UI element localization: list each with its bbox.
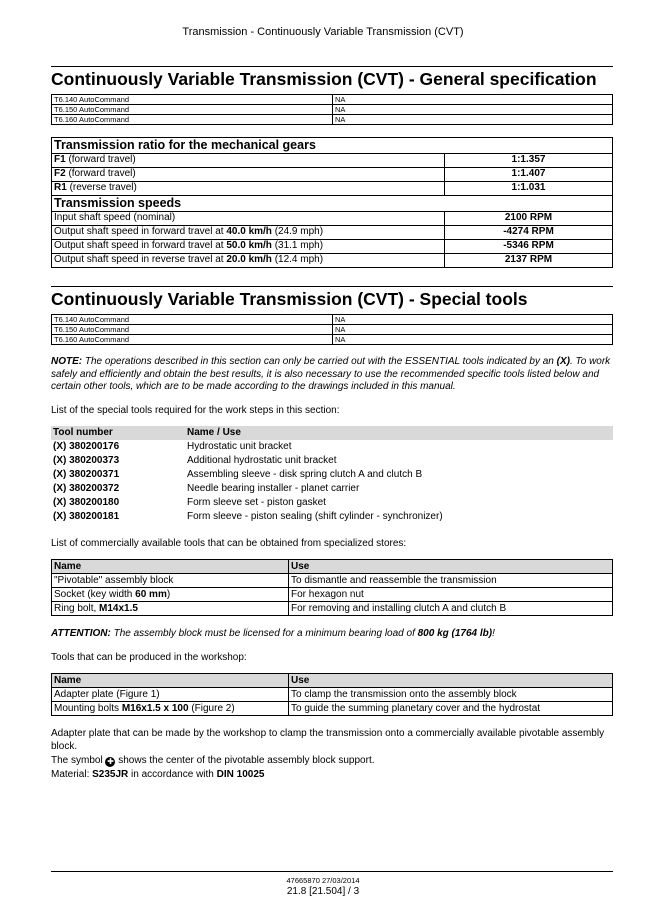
speed-text: Input shaft speed (nominal)	[54, 212, 176, 224]
workshop-tools-intro: Tools that can be produced in the workshop:	[51, 652, 247, 663]
tool-text: "Pivotable" assembly block	[54, 575, 174, 586]
speed-value: -5346 RPM	[445, 240, 613, 254]
tool-name: Form sleeve - piston sealing (shift cylinder - synchronizer)	[187, 511, 443, 522]
note-paragraph	[51, 356, 615, 394]
ratio-label	[52, 182, 445, 196]
name-header: Name	[52, 560, 289, 574]
workshop-tool-use: To clamp the transmission onto the assembly block	[289, 688, 613, 702]
special-tools-intro: List of the special tools required for the work steps in this section:	[51, 405, 340, 416]
workshop-header-row	[52, 674, 613, 688]
model-row	[52, 115, 613, 125]
speed-label	[52, 226, 445, 240]
special-model-table	[51, 314, 613, 345]
speed-kmh: 20.0 km/h	[226, 254, 272, 266]
use-header: Use	[289, 560, 613, 574]
symbol-text: The symbol	[51, 755, 106, 766]
page-reference: 21.8 [21.504] / 3	[286, 886, 360, 897]
general-model-table	[51, 94, 613, 125]
table-row	[52, 688, 613, 702]
table-row	[52, 588, 613, 602]
attention-load: 800 kg (1764 lb)	[417, 628, 493, 639]
speed-text: Output shaft speed in forward travel at	[54, 240, 227, 252]
commercial-tool-name	[52, 588, 289, 602]
speed-value: 2137 RPM	[445, 254, 613, 268]
speed-row	[52, 240, 613, 254]
table-row	[51, 468, 613, 482]
speed-value: -4274 RPM	[445, 226, 613, 240]
commercial-tool-use: To dismantle and reassemble the transmission	[289, 574, 613, 588]
commercial-tool-use: For hexagon nut	[289, 588, 613, 602]
speed-text: Output shaft speed in forward travel at	[54, 226, 227, 238]
ratio-row	[52, 168, 613, 182]
table-row	[51, 482, 613, 496]
tool-number: (X) 380200372	[53, 483, 120, 494]
section-rule	[51, 286, 613, 287]
table-row	[51, 440, 613, 454]
ratio-heading: Transmission ratio for the mechanical gears	[52, 138, 613, 154]
note-label: NOTE:	[51, 356, 83, 367]
workshop-tools-table	[51, 673, 613, 716]
workshop-tool-name	[52, 702, 289, 716]
note-x: (X)	[556, 356, 570, 367]
attention-text: The assembly block must be licensed for a minimum bearing load of	[110, 628, 418, 639]
symbol-paragraph	[51, 755, 615, 768]
tool-text: Adapter plate (Figure 1)	[54, 689, 160, 700]
material-standard: DIN 10025	[216, 769, 265, 780]
ratio-value: 1:1.407	[445, 168, 613, 182]
tool-name: Needle bearing installer - planet carrier	[187, 483, 360, 494]
tool-number: (X) 380200373	[53, 455, 120, 466]
speed-mph: (24.9 mph)	[271, 226, 324, 238]
speed-row	[52, 212, 613, 226]
speed-label	[52, 254, 445, 268]
speed-mph: (12.4 mph)	[271, 254, 324, 266]
ratio-label	[52, 154, 445, 168]
attention-text: !	[492, 628, 495, 639]
model-row	[52, 325, 613, 335]
model-row	[52, 335, 613, 345]
speed-kmh: 50.0 km/h	[226, 240, 272, 252]
commercial-tool-name	[52, 574, 289, 588]
material-grade: S235JR	[92, 769, 129, 780]
gear-desc: (reverse travel)	[66, 182, 137, 194]
adapter-plate-paragraph: Adapter plate that can be made by the workshop to clamp the transmission onto a commercially available pivotable assembly block.	[51, 728, 605, 752]
running-title: Transmission - Continuously Variable Transmission (CVT)	[182, 26, 464, 38]
model-name: T6.140 AutoCommand	[52, 315, 333, 325]
ratio-value: 1:1.357	[445, 154, 613, 168]
commercial-tools-intro: List of commercially available tools that can be obtained from specialized stores:	[51, 538, 407, 549]
ratio-label	[52, 168, 445, 182]
tool-text: (Figure 2)	[188, 703, 235, 714]
tool-size: 60 mm	[135, 589, 167, 600]
table-row	[52, 574, 613, 588]
model-row	[52, 105, 613, 115]
name-header: Name	[52, 674, 289, 688]
ratio-row	[52, 182, 613, 196]
tools-header-row	[51, 426, 613, 440]
tool-number: (X) 380200371	[53, 469, 120, 480]
section-rule	[51, 66, 613, 67]
model-value: NA	[333, 335, 613, 345]
attention-label: ATTENTION:	[51, 628, 111, 639]
model-name: T6.150 AutoCommand	[52, 105, 333, 115]
tool-name-header: Name / Use	[185, 426, 613, 440]
attention-paragraph	[51, 628, 615, 641]
table-row	[52, 702, 613, 716]
model-value: NA	[333, 315, 613, 325]
special-tools-heading: Continuously Variable Transmission (CVT) - Special tools	[51, 289, 528, 309]
speed-text: Output shaft speed in reverse travel at	[54, 254, 227, 266]
model-row	[52, 95, 613, 105]
tool-name: Hydrostatic unit bracket	[187, 441, 292, 452]
tool-name: Additional hydrostatic unit bracket	[187, 455, 337, 466]
speed-kmh: 40.0 km/h	[226, 226, 272, 238]
footer-rule	[51, 871, 613, 872]
model-name: T6.160 AutoCommand	[52, 115, 333, 125]
workshop-tool-use: To guide the summing planetary cover and the hydrostat	[289, 702, 613, 716]
model-name: T6.160 AutoCommand	[52, 335, 333, 345]
commercial-tool-name	[52, 602, 289, 616]
model-value: NA	[333, 325, 613, 335]
speed-row	[52, 254, 613, 268]
gear-code: F1	[54, 154, 66, 166]
symbol-text: shows the center of the pivotable assembly block support.	[115, 755, 375, 766]
tool-number: (X) 380200181	[53, 511, 120, 522]
tool-text: Mounting bolts	[54, 703, 122, 714]
tool-number-header: Tool number	[51, 426, 185, 440]
model-value: NA	[333, 95, 613, 105]
gear-desc: (forward travel)	[65, 168, 136, 180]
commercial-header-row	[52, 560, 613, 574]
model-value: NA	[333, 115, 613, 125]
ratio-value: 1:1.031	[445, 182, 613, 196]
special-tools-table	[51, 426, 613, 524]
tool-size: M14x1.5	[99, 603, 138, 614]
speed-value: 2100 RPM	[445, 212, 613, 226]
spec-table	[51, 137, 613, 268]
gear-code: R1	[54, 182, 67, 194]
workshop-tool-name	[52, 688, 289, 702]
speed-row	[52, 226, 613, 240]
speeds-heading-row	[52, 196, 613, 212]
model-value: NA	[333, 105, 613, 115]
model-name: T6.150 AutoCommand	[52, 325, 333, 335]
material-paragraph	[51, 769, 615, 782]
speeds-heading: Transmission speeds	[52, 196, 613, 212]
material-text: in accordance with	[128, 769, 217, 780]
gear-code: F2	[54, 168, 66, 180]
tool-text: Socket (key width	[54, 589, 136, 600]
ratio-row	[52, 154, 613, 168]
tool-number: (X) 380200180	[53, 497, 120, 508]
tool-number: (X) 380200176	[53, 441, 120, 452]
gear-desc: (forward travel)	[65, 154, 136, 166]
table-row	[52, 602, 613, 616]
commercial-tool-use: For removing and installing clutch A and clutch B	[289, 602, 613, 616]
speed-label	[52, 240, 445, 254]
material-text: Material:	[51, 769, 93, 780]
center-crosshair-icon: ✚	[107, 757, 114, 766]
doc-code: 47665870 27/03/2014	[286, 876, 360, 885]
model-name: T6.140 AutoCommand	[52, 95, 333, 105]
tool-name: Assembling sleeve - disk spring clutch A and clutch B	[187, 469, 423, 480]
note-text: The operations described in this section can only be carried out with the ESSENTIAL tools indicated by an	[82, 356, 557, 367]
general-spec-heading: Continuously Variable Transmission (CVT) - General specification	[51, 69, 597, 89]
speed-label	[52, 212, 445, 226]
model-row	[52, 315, 613, 325]
tool-size: M16x1.5 x 100	[121, 703, 189, 714]
table-row	[51, 510, 613, 524]
commercial-tools-table	[51, 559, 613, 616]
ratio-heading-row	[52, 138, 613, 154]
tool-text: )	[166, 589, 171, 600]
table-row	[51, 454, 613, 468]
table-row	[51, 496, 613, 510]
tool-name: Form sleeve set - piston gasket	[187, 497, 326, 508]
speed-mph: (31.1 mph)	[271, 240, 324, 252]
note-text: . To work safely and efficiently and obtain the best results, it is also necessary to use the recommended specific tools listed below and certain other tools, which are to be made according to the drawings included in this manual.	[51, 356, 611, 392]
tool-text: Ring bolt,	[54, 603, 100, 614]
use-header: Use	[289, 674, 613, 688]
